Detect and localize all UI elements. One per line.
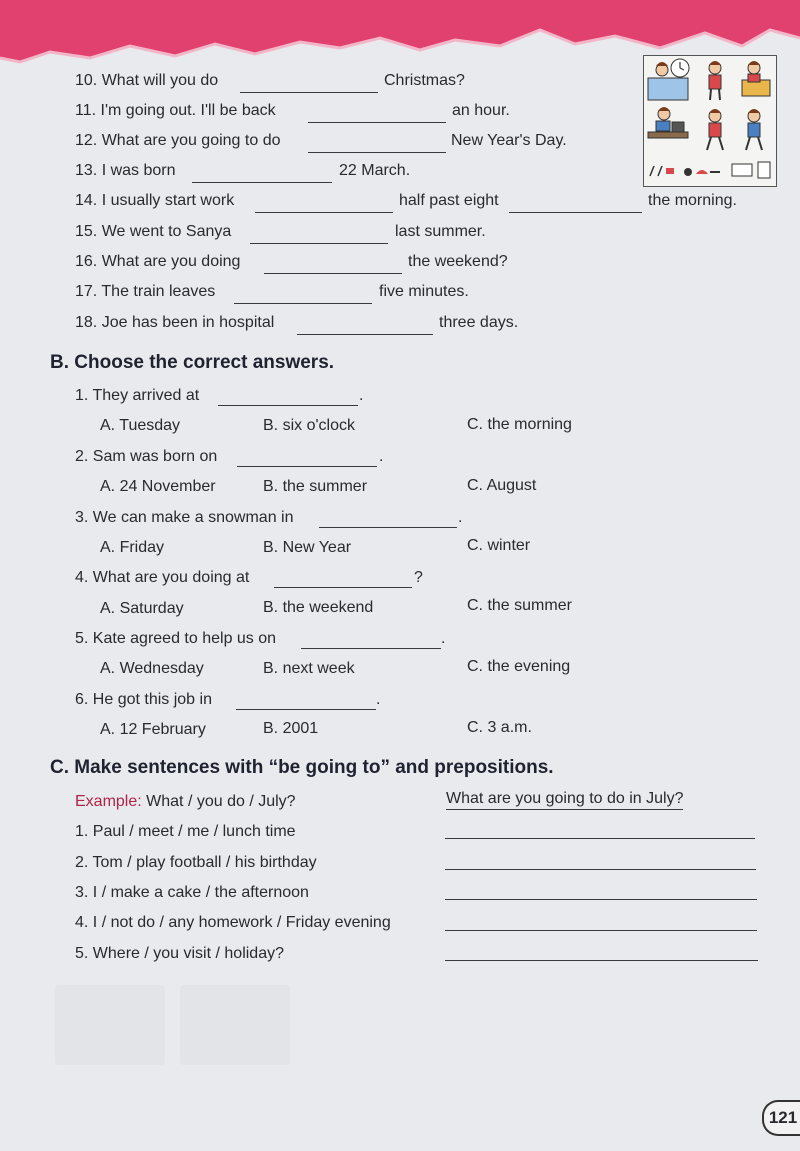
example-line bbox=[75, 792, 296, 812]
item-number: 12. bbox=[75, 132, 98, 149]
item-prompt: I / make a cake / the afternoon bbox=[92, 884, 309, 901]
answer-blank[interactable] bbox=[255, 212, 393, 213]
option-c[interactable]: C. August bbox=[467, 477, 537, 494]
answer-blank[interactable] bbox=[274, 587, 412, 588]
question-number: 3. bbox=[75, 509, 89, 526]
option-a[interactable]: A. Friday bbox=[100, 539, 165, 556]
item-text-after: the morning. bbox=[648, 192, 737, 209]
option-b[interactable]: B. the summer bbox=[263, 478, 368, 495]
option-a[interactable]: A. Tuesday bbox=[100, 417, 181, 434]
answer-blank[interactable] bbox=[234, 303, 372, 304]
example-answer-wrap bbox=[446, 789, 683, 809]
option-c[interactable]: C. the morning bbox=[467, 416, 572, 433]
item-number: 2. bbox=[75, 854, 89, 871]
question-number: 4. bbox=[75, 569, 89, 586]
daily-routine-illustration bbox=[643, 55, 777, 187]
answer-line[interactable] bbox=[445, 960, 758, 961]
item-text-after: Christmas? bbox=[384, 72, 465, 89]
item-prompt: Paul / meet / me / lunch time bbox=[92, 823, 296, 840]
question-2 bbox=[75, 447, 217, 467]
answer-blank[interactable] bbox=[308, 122, 446, 123]
option-c[interactable]: C. winter bbox=[467, 537, 531, 554]
answer-blank[interactable] bbox=[250, 243, 388, 244]
answer-blank[interactable] bbox=[301, 648, 441, 649]
item-number: 18. bbox=[75, 314, 98, 331]
item-number: 4. bbox=[75, 914, 89, 931]
answer-blank[interactable] bbox=[264, 273, 402, 274]
question-end: . bbox=[441, 630, 446, 647]
option-b[interactable]: B. New Year bbox=[263, 539, 352, 556]
item-prompt: Tom / play football / his birthday bbox=[92, 854, 317, 871]
option-a[interactable]: A. Wednesday bbox=[100, 660, 204, 677]
option-a[interactable]: A. 12 February bbox=[100, 721, 206, 738]
question-end: ? bbox=[414, 569, 423, 586]
item-15 bbox=[75, 222, 231, 242]
item-text-after: an hour. bbox=[452, 102, 510, 119]
item-text-after: five minutes. bbox=[379, 283, 469, 300]
question-number: 2. bbox=[75, 448, 89, 465]
question-6 bbox=[75, 690, 212, 710]
option-b[interactable]: B. six o'clock bbox=[263, 417, 355, 434]
answer-blank[interactable] bbox=[237, 466, 377, 467]
page-number: 121 bbox=[762, 1100, 800, 1136]
option-a[interactable]: A. Saturday bbox=[100, 600, 184, 617]
question-3 bbox=[75, 508, 293, 528]
item-text-after: 22 March. bbox=[339, 162, 411, 179]
item-number: 10. bbox=[75, 72, 98, 89]
question-text: He got this job in bbox=[92, 691, 212, 708]
item-text: I'm going out. I'll be back bbox=[100, 102, 276, 119]
bleed-through-shadow bbox=[180, 985, 290, 1065]
answer-line[interactable] bbox=[445, 869, 756, 870]
item-16 bbox=[75, 252, 240, 272]
item-17 bbox=[75, 282, 215, 302]
example-answer: What are you going to do in July? bbox=[446, 790, 683, 810]
example-label: Example: bbox=[75, 793, 142, 810]
item-text: What are you doing bbox=[101, 253, 241, 270]
question-text: Kate agreed to help us on bbox=[92, 630, 277, 647]
option-b[interactable]: B. the weekend bbox=[263, 599, 374, 616]
question-end: . bbox=[376, 691, 381, 708]
item-text: What will you do bbox=[101, 72, 219, 89]
item-10 bbox=[75, 71, 218, 91]
question-1 bbox=[75, 386, 199, 406]
item-prompt: Where / you visit / holiday? bbox=[92, 945, 284, 962]
question-text: Sam was born on bbox=[92, 448, 218, 465]
item-number: 15. bbox=[75, 223, 98, 240]
question-number: 1. bbox=[75, 387, 89, 404]
question-text: We can make a snowman in bbox=[92, 509, 294, 526]
item-11 bbox=[75, 101, 276, 121]
item-text: I usually start work bbox=[101, 192, 235, 209]
item-number: 14. bbox=[75, 192, 98, 209]
option-a[interactable]: A. 24 November bbox=[100, 478, 216, 495]
c-item-3 bbox=[75, 883, 309, 903]
question-4 bbox=[75, 568, 249, 588]
answer-blank[interactable] bbox=[218, 405, 358, 406]
option-c[interactable]: C. the evening bbox=[467, 658, 571, 675]
item-number: 17. bbox=[75, 283, 98, 300]
item-13 bbox=[75, 161, 176, 181]
item-14 bbox=[75, 191, 234, 211]
question-end: . bbox=[458, 509, 463, 526]
option-c[interactable]: C. 3 a.m. bbox=[467, 719, 532, 736]
answer-blank[interactable] bbox=[319, 527, 457, 528]
answer-line[interactable] bbox=[445, 930, 757, 931]
answer-line[interactable] bbox=[445, 899, 757, 900]
item-prompt: I / not do / any homework / Friday evening bbox=[92, 914, 391, 931]
question-number: 6. bbox=[75, 691, 89, 708]
item-12 bbox=[75, 131, 280, 151]
answer-line[interactable] bbox=[445, 838, 755, 839]
illustration-drawing bbox=[644, 56, 776, 186]
c-item-4 bbox=[75, 913, 391, 933]
item-text: The train leaves bbox=[101, 283, 216, 300]
item-number: 16. bbox=[75, 253, 98, 270]
answer-blank[interactable] bbox=[509, 212, 642, 213]
option-b[interactable]: B. 2001 bbox=[263, 720, 319, 737]
section-c-title: C. Make sentences with “be going to” and prepositions. bbox=[50, 757, 554, 778]
section-b-title: B. Choose the correct answers. bbox=[50, 352, 335, 373]
item-text-after: last summer. bbox=[395, 223, 486, 240]
answer-blank[interactable] bbox=[240, 92, 378, 93]
example-prompt: What / you do / July? bbox=[146, 793, 296, 810]
question-number: 5. bbox=[75, 630, 89, 647]
bleed-through-shadow bbox=[55, 985, 165, 1065]
item-number: 13. bbox=[75, 162, 98, 179]
c-item-5 bbox=[75, 944, 284, 964]
question-end: . bbox=[379, 448, 384, 465]
question-5 bbox=[75, 629, 276, 649]
item-text-after: half past eight bbox=[399, 192, 499, 209]
item-number: 1. bbox=[75, 823, 89, 840]
answer-blank[interactable] bbox=[308, 152, 446, 153]
question-text: What are you doing at bbox=[92, 569, 250, 586]
c-item-2 bbox=[75, 853, 317, 873]
item-number: 5. bbox=[75, 945, 89, 962]
item-text-after: the weekend? bbox=[408, 253, 508, 270]
item-text: We went to Sanya bbox=[101, 223, 232, 240]
c-item-1 bbox=[75, 822, 296, 842]
item-number: 3. bbox=[75, 884, 89, 901]
answer-blank[interactable] bbox=[236, 709, 376, 710]
item-text: Joe has been in hospital bbox=[101, 314, 275, 331]
answer-blank[interactable] bbox=[192, 182, 332, 183]
item-18 bbox=[75, 313, 274, 333]
item-text-after: New Year's Day. bbox=[451, 132, 567, 149]
option-b[interactable]: B. next week bbox=[263, 660, 355, 677]
option-c[interactable]: C. the summer bbox=[467, 597, 572, 614]
item-number: 11. bbox=[75, 102, 97, 119]
question-end: . bbox=[359, 387, 364, 404]
item-text: I was born bbox=[101, 162, 176, 179]
answer-blank[interactable] bbox=[297, 334, 433, 335]
item-text: What are you going to do bbox=[101, 132, 281, 149]
item-text-after: three days. bbox=[439, 314, 519, 331]
question-text: They arrived at bbox=[92, 387, 200, 404]
